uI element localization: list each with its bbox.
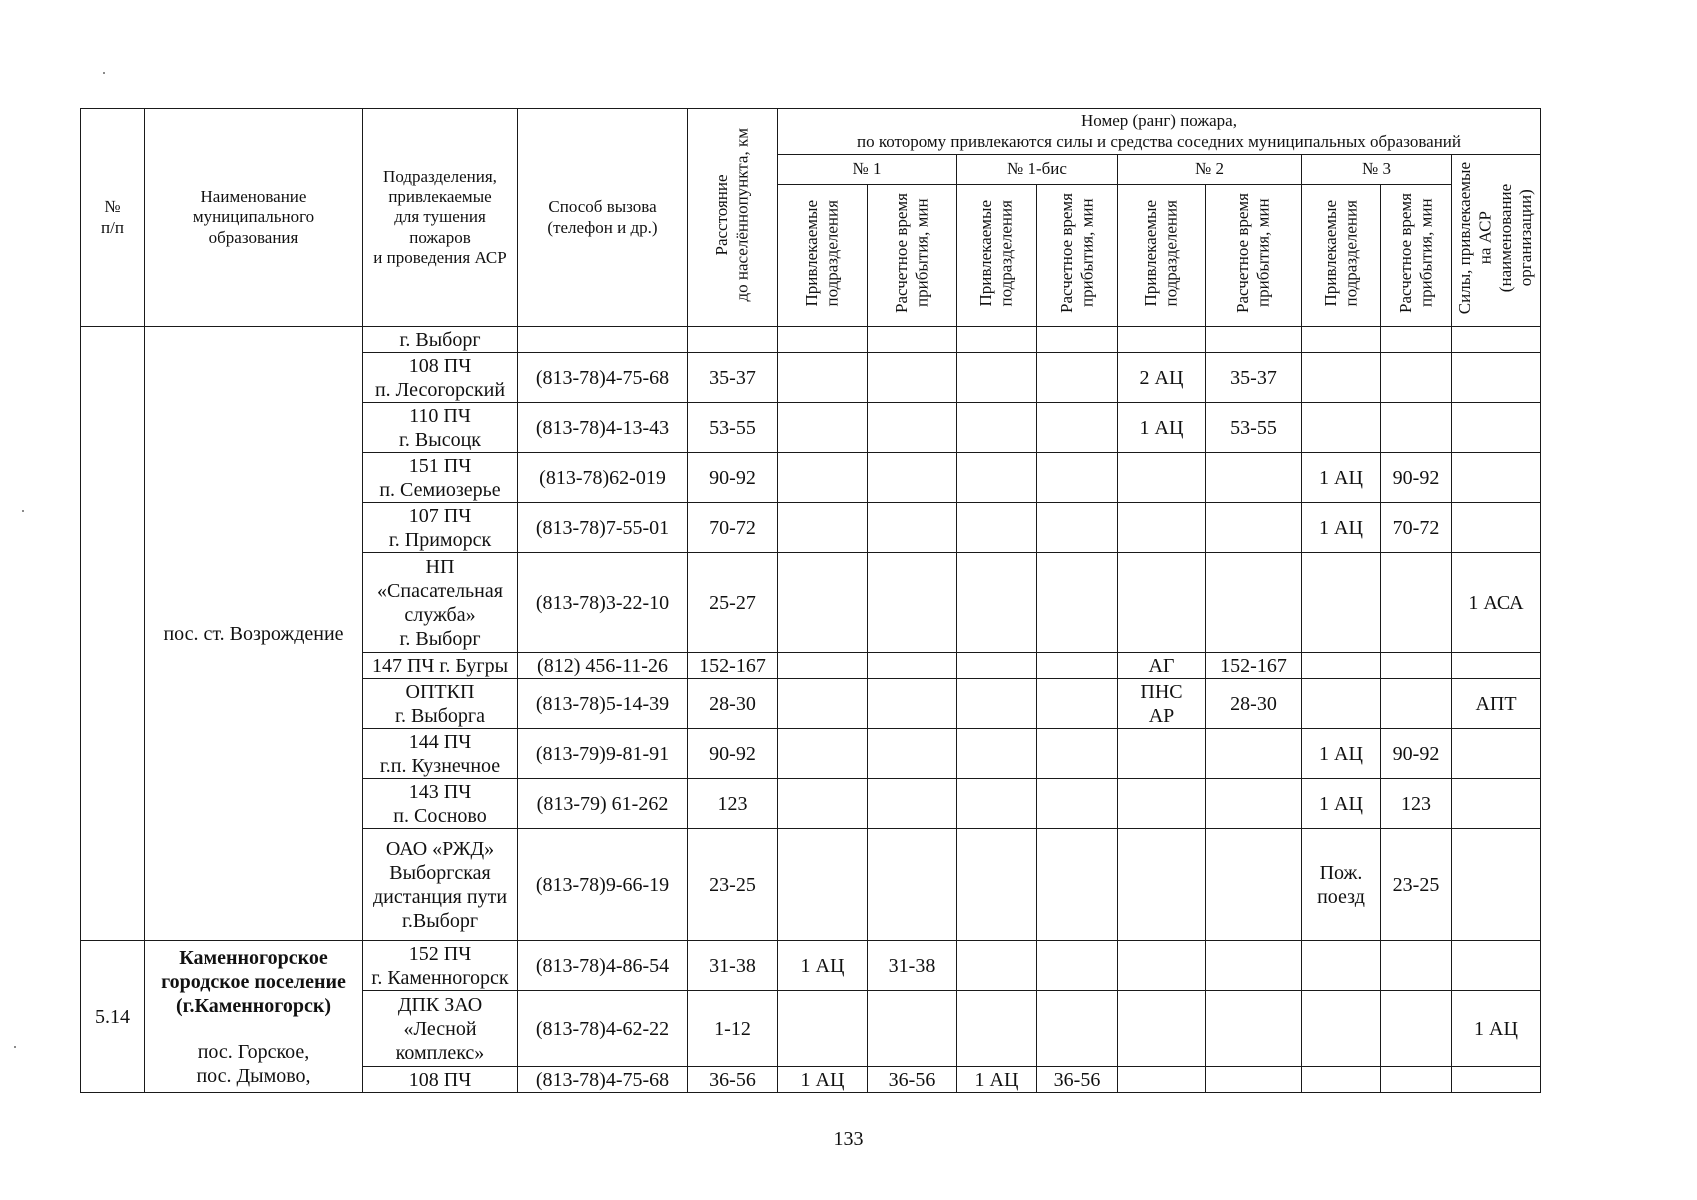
dist-cell: 31-38 [688, 941, 778, 991]
header-rank2-units [1118, 185, 1206, 327]
dist-cell [688, 327, 778, 353]
asr-cell [1452, 453, 1541, 503]
unit-cell: 110 ПЧ г. Высоцк [363, 403, 518, 453]
r1bu-cell [957, 779, 1037, 829]
r3t-cell: 123 [1381, 779, 1452, 829]
asr-cell [1452, 779, 1541, 829]
r1u-cell [778, 327, 868, 353]
header-asr-forces [1452, 155, 1541, 327]
r1bt-cell: 36-56 [1037, 1067, 1118, 1093]
header-rank3-units-text: Привлекаемые подразделения [1320, 199, 1360, 307]
r3u-cell [1302, 353, 1381, 403]
r2t-cell [1206, 829, 1302, 941]
dist-cell: 36-56 [688, 1067, 778, 1093]
r3u-cell [1302, 553, 1381, 653]
r2u-cell: 1 АЦ [1118, 403, 1206, 453]
r1bu-cell [957, 991, 1037, 1067]
phone-cell: (813-78)62-019 [518, 453, 688, 503]
phone-cell: (813-78)4-75-68 [518, 353, 688, 403]
r2u-cell [1118, 729, 1206, 779]
header-rank-2: № 2 [1118, 155, 1302, 185]
r1bt-cell [1037, 353, 1118, 403]
r1bu-cell [957, 653, 1037, 679]
dist-cell: 23-25 [688, 829, 778, 941]
r3t-cell [1381, 653, 1452, 679]
r2t-cell: 28-30 [1206, 679, 1302, 729]
asr-cell: 1 АЦ [1452, 991, 1541, 1067]
header-rank-3: № 3 [1302, 155, 1452, 185]
r1u-cell [778, 729, 868, 779]
header-rank2-time [1206, 185, 1302, 327]
r2t-cell [1206, 729, 1302, 779]
r1bu-cell [957, 327, 1037, 353]
r1t-cell [868, 453, 957, 503]
r1bu-cell [957, 503, 1037, 553]
phone-cell: (813-78)9-66-19 [518, 829, 688, 941]
r1bu-cell [957, 353, 1037, 403]
r3u-cell: 1 АЦ [1302, 779, 1381, 829]
r2u-cell [1118, 829, 1206, 941]
r1t-cell [868, 779, 957, 829]
r1t-cell [868, 653, 957, 679]
r1bu-cell [957, 941, 1037, 991]
asr-cell [1452, 503, 1541, 553]
r2u-cell [1118, 327, 1206, 353]
r3u-cell: 1 АЦ [1302, 453, 1381, 503]
phone-cell: (812) 456-11-26 [518, 653, 688, 679]
r2t-cell [1206, 991, 1302, 1067]
r2u-cell [1118, 1067, 1206, 1093]
r1t-cell [868, 829, 957, 941]
unit-cell: г. Выборг [363, 327, 518, 353]
r1bu-cell [957, 553, 1037, 653]
phone-cell: (813-78)7-55-01 [518, 503, 688, 553]
header-municipality: Наименование муниципального образования [145, 109, 363, 327]
phone-cell: (813-78)4-62-22 [518, 991, 688, 1067]
asr-cell [1452, 653, 1541, 679]
scan-speck [103, 72, 105, 74]
header-number: № п/п [81, 109, 145, 327]
table-row [81, 941, 1541, 991]
scan-speck [22, 510, 24, 512]
header-asr-text: Силы, привлекаемые на АСР (наименование организации) [1455, 161, 1536, 314]
r1bu-cell: 1 АЦ [957, 1067, 1037, 1093]
unit-cell: 144 ПЧ г.п. Кузнечное [363, 729, 518, 779]
dist-cell: 25-27 [688, 553, 778, 653]
r2u-cell [1118, 553, 1206, 653]
r1u-cell [778, 453, 868, 503]
dist-cell: 152-167 [688, 653, 778, 679]
dist-cell: 1-12 [688, 991, 778, 1067]
r1bt-cell [1037, 829, 1118, 941]
asr-cell [1452, 941, 1541, 991]
r3u-cell: 1 АЦ [1302, 503, 1381, 553]
r1bt-cell [1037, 729, 1118, 779]
unit-cell: 151 ПЧ п. Семиозерье [363, 453, 518, 503]
phone-cell: (813-78)4-75-68 [518, 1067, 688, 1093]
unit-cell: ОАО «РЖД» Выборгская дистанция пути г.Выборг [363, 829, 518, 941]
scan-speck [14, 1046, 16, 1048]
header-rank3-time-text: Расчетное время прибытия, мин [1395, 192, 1435, 313]
header-rank1bis-time-text: Расчетное время прибытия, мин [1056, 192, 1096, 313]
table-body [81, 327, 1541, 1093]
r1t-cell [868, 353, 957, 403]
r1u-cell [778, 403, 868, 453]
header-rank3-time [1381, 185, 1452, 327]
header-distance-text: Расстояние до населённопункта, км [712, 128, 752, 302]
r1bu-cell [957, 453, 1037, 503]
unit-cell: НП «Спасательная служба» г. Выборг [363, 553, 518, 653]
r1bu-cell [957, 829, 1037, 941]
header-call-method: Способ вызова (телефон и др.) [518, 109, 688, 327]
r1bu-cell [957, 729, 1037, 779]
dist-cell: 90-92 [688, 453, 778, 503]
header-rank-1bis: № 1-бис [957, 155, 1118, 185]
row-number-cell [81, 327, 145, 941]
asr-cell [1452, 353, 1541, 403]
r1bt-cell [1037, 327, 1118, 353]
r1t-cell [868, 327, 957, 353]
r3t-cell: 23-25 [1381, 829, 1452, 941]
asr-cell [1452, 327, 1541, 353]
dist-cell: 35-37 [688, 353, 778, 403]
r1bu-cell [957, 403, 1037, 453]
phone-cell: (813-79) 61-262 [518, 779, 688, 829]
r1t-cell [868, 679, 957, 729]
header-rank1-time [868, 185, 957, 327]
r1bt-cell [1037, 941, 1118, 991]
r1t-cell [868, 991, 957, 1067]
r2u-cell [1118, 779, 1206, 829]
r1bt-cell [1037, 653, 1118, 679]
r3u-cell [1302, 653, 1381, 679]
r1u-cell [778, 553, 868, 653]
unit-cell: 108 ПЧ п. Лесогорский [363, 353, 518, 403]
r3t-cell [1381, 679, 1452, 729]
r1u-cell [778, 679, 868, 729]
r2u-cell [1118, 503, 1206, 553]
r1bt-cell [1037, 679, 1118, 729]
r2t-cell: 152-167 [1206, 653, 1302, 679]
r3u-cell [1302, 1067, 1381, 1093]
r2t-cell: 53-55 [1206, 403, 1302, 453]
fire-forces-table [80, 108, 1541, 1093]
r1u-cell [778, 503, 868, 553]
document-sheet [80, 108, 1541, 1093]
r2u-cell [1118, 453, 1206, 503]
header-rank1-units [778, 185, 868, 327]
asr-cell [1452, 829, 1541, 941]
phone-cell: (813-78)3-22-10 [518, 553, 688, 653]
unit-cell: 152 ПЧ г. Каменногорск [363, 941, 518, 991]
r2t-cell [1206, 327, 1302, 353]
r1u-cell [778, 653, 868, 679]
r3u-cell [1302, 991, 1381, 1067]
municipality-cell [145, 941, 363, 1093]
r2u-cell: ПНС АР [1118, 679, 1206, 729]
r1bt-cell [1037, 503, 1118, 553]
header-rank1bis-units [957, 185, 1037, 327]
r1u-cell: 1 АЦ [778, 1067, 868, 1093]
r3t-cell [1381, 991, 1452, 1067]
header-rank1bis-time [1037, 185, 1118, 327]
asr-cell: 1 АСА [1452, 553, 1541, 653]
row-number-cell: 5.14 [81, 941, 145, 1093]
r2t-cell: 35-37 [1206, 353, 1302, 403]
header-rank1-units-text: Привлекаемые подразделения [802, 199, 842, 307]
unit-cell: 143 ПЧ п. Сосново [363, 779, 518, 829]
r1u-cell [778, 991, 868, 1067]
phone-cell: (813-78)4-13-43 [518, 403, 688, 453]
r3t-cell: 90-92 [1381, 729, 1452, 779]
r2t-cell [1206, 779, 1302, 829]
unit-cell: ДПК ЗАО «Лесной комплекс» [363, 991, 518, 1067]
header-rank-title: Номер (ранг) пожара, по которому привлекаются силы и средства соседних муниципальных образований [778, 109, 1541, 155]
r2u-cell [1118, 941, 1206, 991]
page-number: 133 [833, 1128, 864, 1150]
unit-cell: 108 ПЧ [363, 1067, 518, 1093]
r1u-cell: 1 АЦ [778, 941, 868, 991]
r1u-cell [778, 779, 868, 829]
municipality-cell: пос. ст. Возрождение [145, 327, 363, 941]
r1bt-cell [1037, 779, 1118, 829]
asr-cell [1452, 403, 1541, 453]
r3u-cell [1302, 941, 1381, 991]
r1t-cell [868, 553, 957, 653]
dist-cell: 123 [688, 779, 778, 829]
r3t-cell [1381, 553, 1452, 653]
header-units: Подразделения, привлекаемые для тушения пожаров и проведения АСР [363, 109, 518, 327]
phone-cell: (813-78)4-86-54 [518, 941, 688, 991]
dist-cell: 90-92 [688, 729, 778, 779]
header-rank3-units [1302, 185, 1381, 327]
header-distance [688, 109, 778, 327]
asr-cell [1452, 1067, 1541, 1093]
r1t-cell [868, 503, 957, 553]
header-rank1-time-text: Расчетное время прибытия, мин [891, 192, 931, 313]
r2t-cell [1206, 453, 1302, 503]
r3u-cell: Пож. поезд [1302, 829, 1381, 941]
r3t-cell [1381, 327, 1452, 353]
r1bt-cell [1037, 403, 1118, 453]
header-rank-1: № 1 [778, 155, 957, 185]
r2t-cell [1206, 1067, 1302, 1093]
r1bt-cell [1037, 991, 1118, 1067]
r1u-cell [778, 353, 868, 403]
r1bu-cell [957, 679, 1037, 729]
r1t-cell: 36-56 [868, 1067, 957, 1093]
phone-cell [518, 327, 688, 353]
r3t-cell [1381, 941, 1452, 991]
unit-cell: 147 ПЧ г. Бугры [363, 653, 518, 679]
dist-cell: 28-30 [688, 679, 778, 729]
municipality-name: Каменногорское городское поселение (г.Каменногорск) [161, 946, 346, 1017]
asr-cell [1452, 729, 1541, 779]
r1u-cell [778, 829, 868, 941]
header-rank2-time-text: Расчетное время прибытия, мин [1233, 192, 1273, 313]
r3u-cell [1302, 679, 1381, 729]
r1t-cell [868, 403, 957, 453]
r2u-cell: АГ [1118, 653, 1206, 679]
r2u-cell: 2 АЦ [1118, 353, 1206, 403]
r3u-cell [1302, 403, 1381, 453]
r2u-cell [1118, 991, 1206, 1067]
r3t-cell: 70-72 [1381, 503, 1452, 553]
table-row [81, 327, 1541, 353]
phone-cell: (813-79)9-81-91 [518, 729, 688, 779]
dist-cell: 70-72 [688, 503, 778, 553]
r2t-cell [1206, 553, 1302, 653]
r3u-cell [1302, 327, 1381, 353]
r1bt-cell [1037, 553, 1118, 653]
unit-cell: ОПТКП г. Выборга [363, 679, 518, 729]
header-rank1bis-units-text: Привлекаемые подразделения [976, 199, 1016, 307]
settlements-list: пос. Горское, пос. Дымово, [196, 1040, 311, 1087]
dist-cell: 53-55 [688, 403, 778, 453]
unit-cell: 107 ПЧ г. Приморск [363, 503, 518, 553]
r3t-cell [1381, 403, 1452, 453]
r3u-cell: 1 АЦ [1302, 729, 1381, 779]
r3t-cell [1381, 1067, 1452, 1093]
r3t-cell: 90-92 [1381, 453, 1452, 503]
header-rank2-units-text: Привлекаемые подразделения [1141, 199, 1181, 307]
asr-cell: АПТ [1452, 679, 1541, 729]
r1t-cell: 31-38 [868, 941, 957, 991]
r2t-cell [1206, 503, 1302, 553]
phone-cell: (813-78)5-14-39 [518, 679, 688, 729]
r1bt-cell [1037, 453, 1118, 503]
r2t-cell [1206, 941, 1302, 991]
r1t-cell [868, 729, 957, 779]
r3t-cell [1381, 353, 1452, 403]
